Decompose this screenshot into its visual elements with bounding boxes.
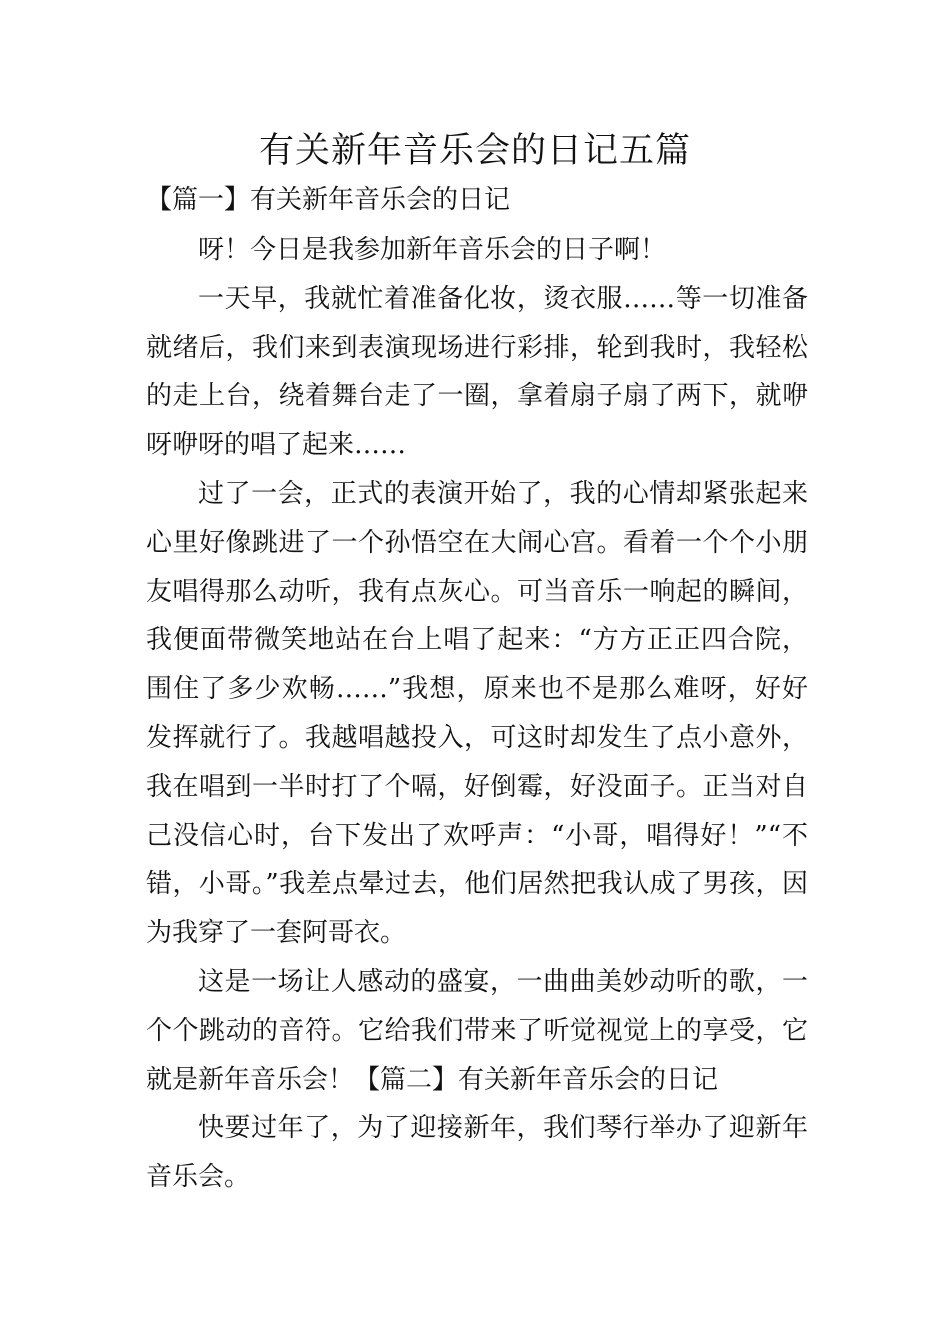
section-heading-1: 【篇一】有关新年音乐会的日记 xyxy=(146,185,511,215)
paragraph-4-text: 这是一场让人感动的盛宴，一曲曲美妙动听的歌，一个个跳动的音符。它给我们带来了听觉视觉上的享受，它就是新年音乐会！ xyxy=(146,966,808,1095)
paragraph-3: 过了一会，正式的表演开始了，我的心情却紧张起来心里好像跳进了一个孙悟空在大闹心宫。看着一个个小朋友唱得那么动听，我有点灰心。可当音乐一响起的瞬间，我便面带微笑地站在台上唱了起来：“方方正正四合院，围住了多少欢畅……”我想，原来也不是那么难呀，好好发挥就行了。我越唱越投入，可这时却发生了点小意外，我在唱到一半时打了个嗝，好倒霉，好没面子。正当对自己没信心时，台下发出了欢呼声：“小哥，唱得好！”“不错，小哥。”我差点晕过去，他们居然把我认成了男孩，因为我穿了一套阿哥衣。 xyxy=(146,478,808,949)
paragraph-2: 一天早，我就忙着准备化妆，烫衣服……等一切准备就绪后，我们来到表演现场进行彩排，轮到我时，我轻松的走上台，绕着舞台走了一圈，拿着扇子扇了两下，就咿呀咿呀的唱了起来…… xyxy=(146,283,808,461)
paragraph-1: 呀！今日是我参加新年音乐会的日子啊！ xyxy=(198,235,667,265)
paragraph-5: 快要过年了，为了迎接新年，我们琴行举办了迎新年音乐会。 xyxy=(146,1113,808,1193)
paragraph-4 xyxy=(146,958,808,1104)
section-heading-2: 【篇二】有关新年音乐会的日记 xyxy=(354,1064,719,1095)
document-title: 有关新年音乐会的日记五篇 xyxy=(258,131,691,171)
document-body xyxy=(146,226,808,1202)
